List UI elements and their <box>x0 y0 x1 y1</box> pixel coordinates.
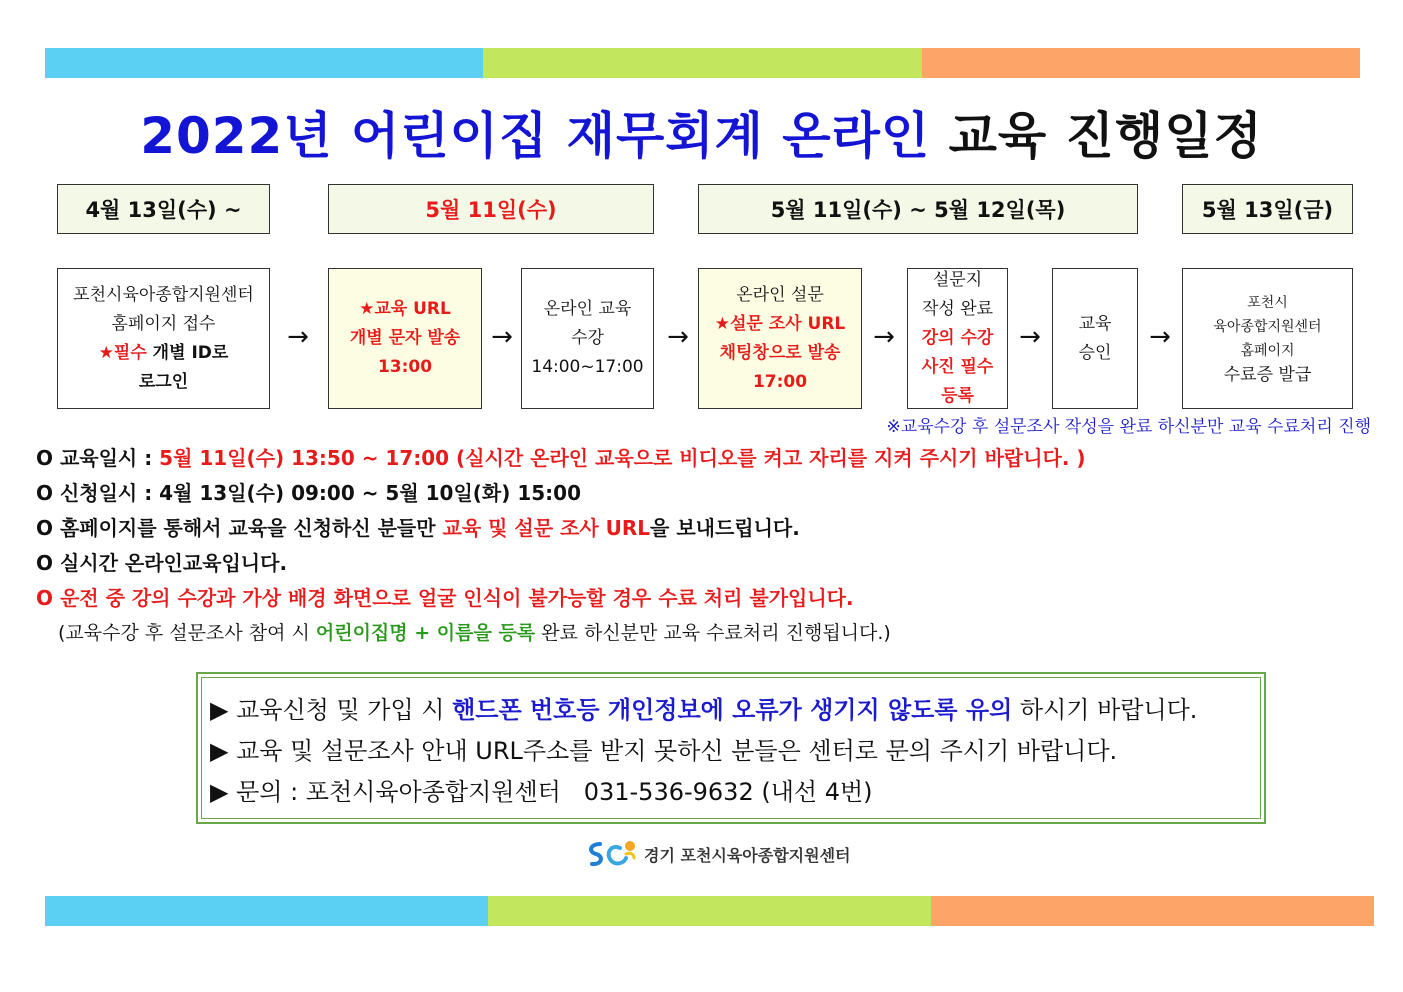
arrow-right-icon: → <box>491 322 513 352</box>
step-url-sms <box>328 268 482 409</box>
bar-segment-blue <box>45 896 488 926</box>
step-registration-line3-rest: 개별 ID로 <box>146 342 229 363</box>
notice-line-1-blue: 핸드폰 번호등 개인정보에 오류가 생기지 않도록 유의 <box>452 696 1013 724</box>
schedule-header-apr13: 4월 13일(수) ~ <box>57 184 270 234</box>
info-line-date-label: O 교육일시 : <box>36 446 160 470</box>
step-registration <box>57 268 270 409</box>
info-line-homepage-b: 을 보내드립니다. <box>650 516 800 540</box>
bar-segment-orange <box>922 48 1360 78</box>
step-url-sms-line2: 개별 문자 발송 <box>349 328 461 348</box>
step-online-class-line3: 14:00~17:00 <box>531 357 644 377</box>
step-certificate-line3: 홈페이지 <box>1240 342 1295 359</box>
arrow-right-icon: → <box>287 322 309 352</box>
notice-line-2: ▶ 교육 및 설문조사 안내 URL주소를 받지 못하신 분들은 센터로 문의 주시기 바랍니다. <box>210 737 1118 765</box>
step-approval-line1: 교육 <box>1078 313 1112 334</box>
step-online-class-line2: 수강 <box>571 328 604 348</box>
center-logo-icon <box>586 838 638 870</box>
step-survey-complete-line1: 설문지 <box>932 270 983 290</box>
bar-segment-orange <box>931 896 1374 926</box>
info-lines <box>36 443 1086 653</box>
step-online-class <box>521 268 654 409</box>
info-line-realtime: O 실시간 온라인교육입니다. <box>36 551 288 575</box>
notice-box-inner <box>201 677 1261 819</box>
step-survey-complete-line3: 강의 수강 <box>921 328 994 348</box>
title-black-part: 교육 진행일정 <box>948 107 1263 165</box>
step-url-sms-line1: ★교육 URL <box>359 299 451 319</box>
arrow-right-icon: → <box>873 322 895 352</box>
info-line-sub-b: 완료 하신분만 교육 수료처리 진행됩니다.) <box>535 622 891 644</box>
step-survey-complete-line5: 등록 <box>941 386 974 406</box>
bottom-color-bar <box>45 896 1374 926</box>
notice-box <box>196 672 1266 824</box>
step-survey-complete <box>907 268 1008 409</box>
arrow-right-icon: → <box>1019 322 1041 352</box>
arrow-right-icon: → <box>667 322 689 352</box>
step-online-survey-line3: 채팅창으로 발송 <box>719 342 841 363</box>
page-title <box>0 96 1403 168</box>
center-logo-text: 경기 포천시육아종합지원센터 <box>644 845 851 865</box>
step-url-sms-line3: 13:00 <box>377 357 433 377</box>
step-registration-line1: 포천시육아종합지원센터 <box>73 284 254 305</box>
info-line-homepage-a: O 홈페이지를 통해서 교육을 신청하신 분들만 <box>36 516 443 540</box>
step-online-survey-line1: 온라인 설문 <box>736 284 824 305</box>
notice-line-3: ▶ 문의 : 포천시육아종합지원센터 031-536-9632 (내선 4번) <box>210 778 873 806</box>
top-color-bar <box>45 48 1360 78</box>
required-mark: ★필수 <box>98 342 147 363</box>
info-line-warning: O 운전 중 강의 수강과 가상 배경 화면으로 얼굴 인식이 불가능할 경우 수료 처리 불가입니다. <box>36 586 854 610</box>
step-registration-line4: 로그인 <box>138 371 189 392</box>
step-survey-complete-line4: 사진 필수 <box>921 357 994 377</box>
info-line-sub-green: 어린이집명 + 이름을 등록 <box>315 622 536 644</box>
step-online-class-line1: 온라인 교육 <box>543 299 632 319</box>
step-certificate <box>1182 268 1353 409</box>
completion-note: ※교육수강 후 설문조사 작성을 완료 하신분만 교육 수료처리 진행 <box>886 417 1371 437</box>
step-survey-complete-line2: 작성 완료 <box>921 299 994 319</box>
info-line-date <box>36 443 1086 478</box>
bar-segment-blue <box>45 48 483 78</box>
step-registration-line2: 홈페이지 접수 <box>111 313 216 334</box>
notice-line-1-a: ▶ 교육신청 및 가입 시 <box>210 696 453 724</box>
schedule-header-may11-12: 5월 11일(수) ~ 5월 12일(목) <box>698 184 1138 234</box>
step-approval <box>1052 268 1138 409</box>
schedule-header-may11: 5월 11일(수) <box>328 184 654 234</box>
step-online-survey-line2: ★설문 조사 URL <box>714 313 846 334</box>
step-approval-line2: 승인 <box>1078 342 1112 363</box>
arrow-right-icon: → <box>1149 322 1171 352</box>
bar-segment-green <box>483 48 921 78</box>
step-certificate-line1: 포천시 <box>1247 294 1288 311</box>
step-certificate-line4: 수료증 발급 <box>1223 364 1312 385</box>
step-certificate-line2: 육아종합지원센터 <box>1213 318 1322 335</box>
step-online-survey <box>698 268 862 409</box>
notice-line-1 <box>210 690 1260 731</box>
step-online-survey-line4: 17:00 <box>752 371 808 392</box>
info-line-date-value: 5월 11일(수) 13:50 ~ 17:00 (실시간 온라인 교육으로 비디오를 켜고 자리를 지켜 주시기 바랍니다. ) <box>159 446 1086 470</box>
title-blue-part: 2022년 어린이집 재무회계 온라인 <box>140 107 931 165</box>
bar-segment-green <box>488 896 931 926</box>
schedule-header-may13: 5월 13일(금) <box>1182 184 1353 234</box>
center-logo <box>586 838 851 870</box>
info-line-sub-a: (교육수강 후 설문조사 참여 시 <box>58 622 316 644</box>
info-line-sub-note <box>36 618 1086 653</box>
step-registration-line3 <box>99 339 229 368</box>
notice-line-1-b: 하시기 바랍니다. <box>1012 696 1198 724</box>
info-line-homepage-red: 교육 및 설문 조사 URL <box>442 516 651 540</box>
info-line-apply: O 신청일시 : 4월 13일(수) 09:00 ~ 5월 10일(화) 15:00 <box>36 481 582 505</box>
info-line-homepage <box>36 513 1086 548</box>
